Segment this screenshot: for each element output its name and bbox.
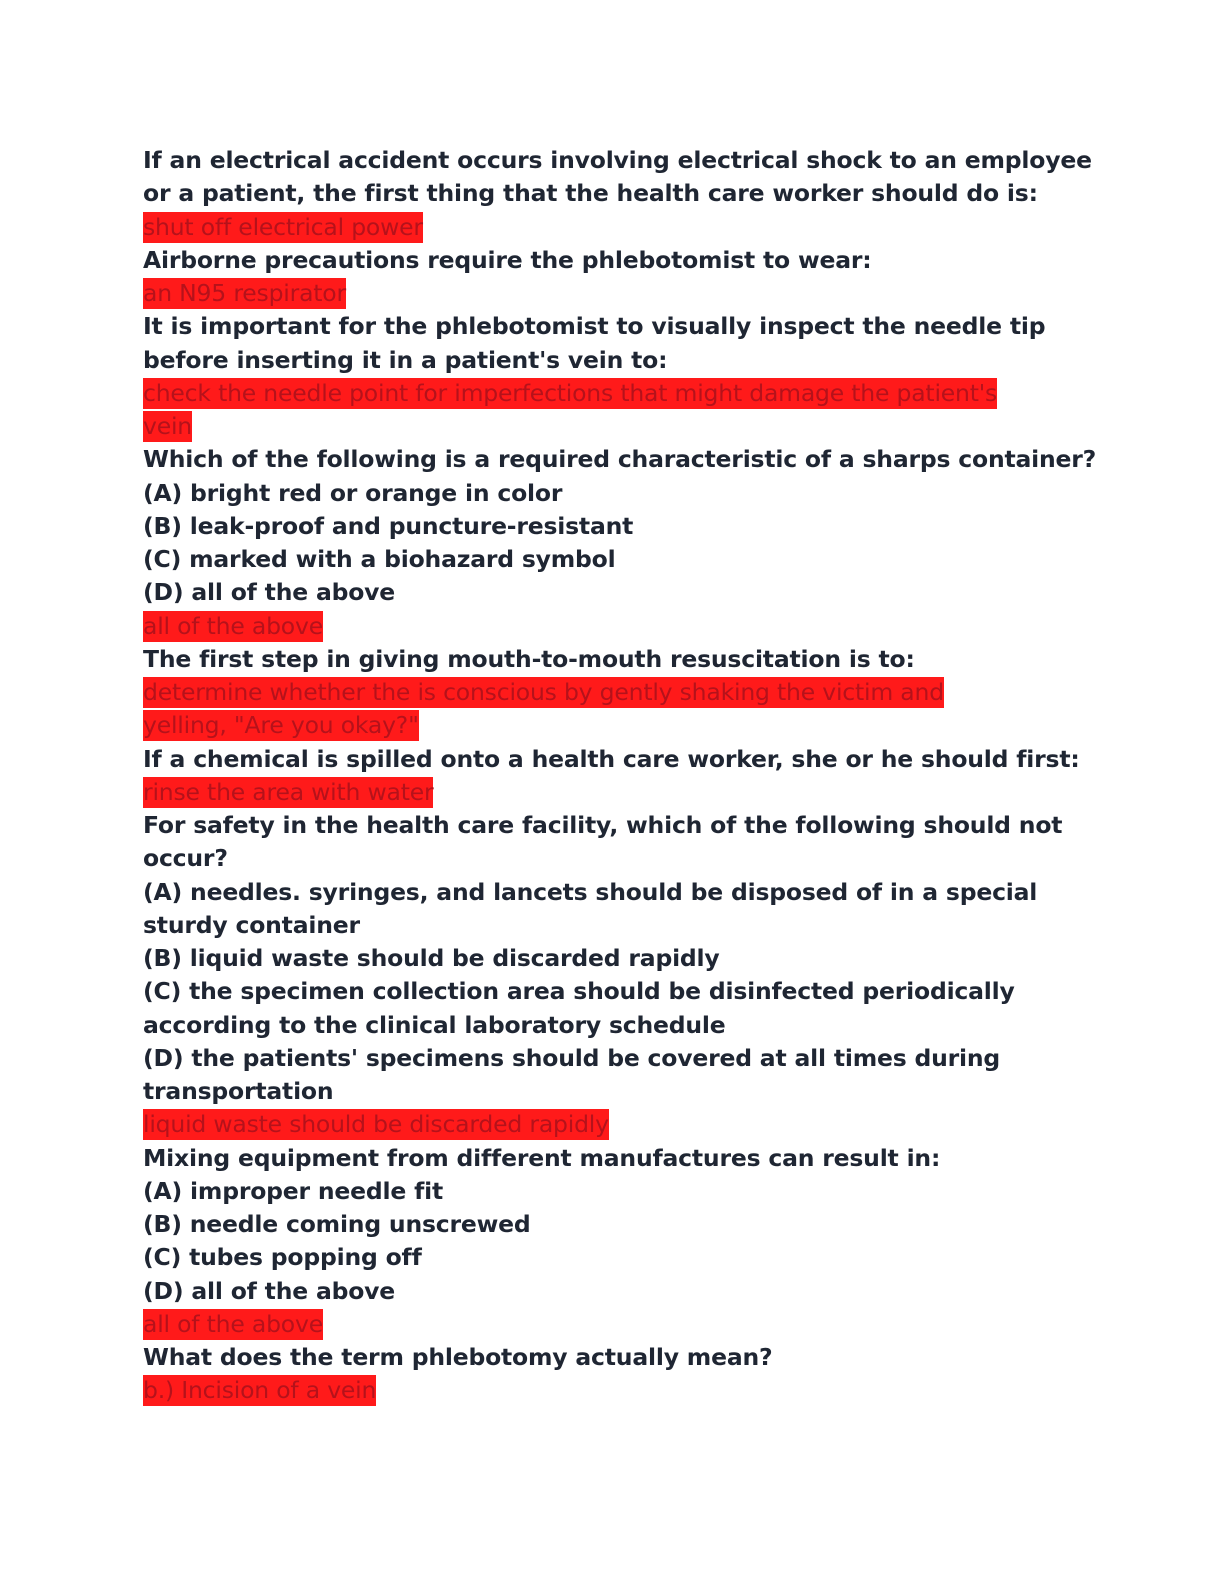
answer-line (143, 211, 1063, 244)
answer-highlight: all of the above (143, 611, 323, 640)
question-line: occur? (143, 844, 228, 873)
document-body (143, 144, 1097, 1408)
question-line: The first step in giving mouth-to-mouth resuscitation is to: (143, 644, 915, 673)
option-line: (C) tubes popping off (143, 1243, 422, 1272)
answer-highlight: all of the above (143, 1309, 323, 1338)
answer-line (143, 676, 1063, 709)
answer-line (143, 277, 1063, 310)
answer-line (143, 410, 1063, 443)
question-line: For safety in the health care facility, which of the following should not (143, 811, 1063, 839)
option-line: (D) all of the above (143, 578, 396, 607)
answer-highlight: yelling, "Are you okay?" (143, 711, 419, 740)
option-line: (D) all of the above (143, 1276, 396, 1305)
question-line: Mixing equipment from different manufactures can result in: (143, 1143, 941, 1172)
answer-line (143, 709, 1063, 742)
answer-line (143, 1308, 1063, 1341)
answer-highlight: vein (143, 412, 192, 440)
question-line: Which of the following is a required characteristic of a sharps container? (143, 445, 1097, 474)
option-line: (B) liquid waste should be discarded rapidly (143, 944, 720, 972)
option-line: (A) improper needle fit (143, 1176, 443, 1205)
question-line: or a patient, the first thing that the health care worker should do is: (143, 179, 1038, 208)
question-line: Airborne precautions require the phlebotomist to wear: (143, 245, 872, 274)
question-line: If an electrical accident occurs involving electrical shock to an employee (143, 146, 1092, 174)
option-line: transportation (143, 1077, 334, 1105)
question-line: If a chemical is spilled onto a health care worker, she or he should first: (143, 744, 1080, 773)
answer-highlight: b.) Incision of a vein (143, 1376, 377, 1405)
option-line: (B) needle coming unscrewed (143, 1210, 531, 1238)
answer-line (143, 1108, 1063, 1141)
answer-line (143, 1374, 1063, 1407)
question-line: It is important for the phlebotomist to visually inspect the needle tip (143, 312, 1046, 341)
option-line: sturdy container (143, 910, 360, 939)
option-line: according to the clinical laboratory schedule (143, 1010, 726, 1039)
answer-line (143, 776, 1063, 809)
answer-highlight: shut off electrical power (143, 212, 423, 241)
option-line: (D) the patients' specimens should be covered at all times during (143, 1043, 1001, 1072)
option-line: (A) bright red or orange in color (143, 478, 563, 507)
answer-highlight: an N95 respirator (143, 279, 346, 307)
option-line: (C) the specimen collection area should be disinfected periodically (143, 977, 1015, 1006)
question-line: What does the term phlebotomy actually mean? (143, 1343, 773, 1371)
answer-highlight: determine whether the is conscious by gently shaking the victim and (143, 678, 944, 706)
answer-line (143, 377, 1063, 410)
answer-highlight: check the needle point for imperfections that might damage the patient's (143, 378, 998, 407)
option-line: (A) needles. syringes, and lancets should be disposed of in a special (143, 877, 1038, 906)
question-line: before inserting it in a patient's vein to: (143, 345, 668, 374)
answer-highlight: rinse the area with water (143, 777, 434, 806)
answer-highlight: liquid waste should be discarded rapidly (143, 1110, 609, 1139)
option-line: (C) marked with a biohazard symbol (143, 545, 616, 573)
answer-line (143, 610, 1063, 643)
option-line: (B) leak-proof and puncture-resistant (143, 511, 634, 540)
